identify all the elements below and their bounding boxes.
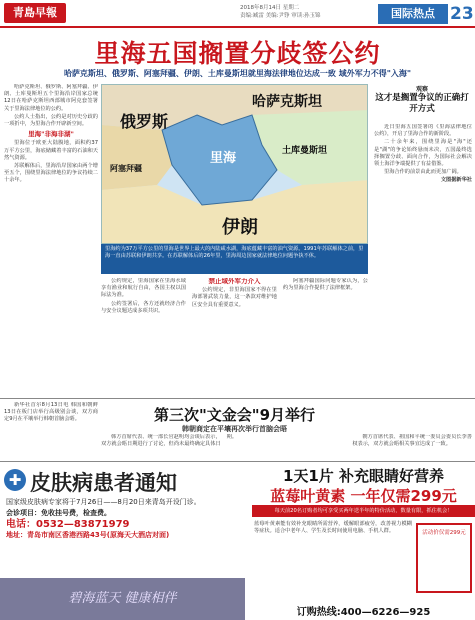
article-paragraph: 里海合作的前景由此而更加广阔。 <box>384 169 462 176</box>
ad-description: 蓝莓叶黄素能有效补充眼睛所需营养，缓解眼部疲劳，改善视力模糊等症状。适合中老年人、学生及长时间使用电脑、手机人群。 <box>254 521 412 535</box>
map-caption: 里海约为37万平方公里的里海是世界上最大的内陆咸水湖，海底蕴藏丰富的油气资源。1991年苏联解体之前，里海一直由苏联和伊朗共享。在苏联解体后的26年里，里海周边国家就法律地位问题争执不休。 <box>101 244 368 274</box>
ad-order-hotline: 订购热线:400—6226—925 <box>296 607 431 618</box>
issue-meta <box>240 4 375 20</box>
article-paragraph: 公约规定，非里海国家不得在里海部署武装力量，这一条款对维护地区安全具有重要意义。 <box>192 287 277 308</box>
article-paragraph: 哈萨克斯坦、俄罗斯、阿塞拜疆、伊朗、土库曼斯坦五个里海沿岸国家总统12日在哈萨克斯坦西部城市阿克套签署关于里海法律地位的公约。 <box>4 84 98 112</box>
issue-editors: 责编:臧雷 美编:尹铮 审读:孙玉锦 <box>240 13 321 19</box>
page-header <box>0 0 475 28</box>
article-paragraph: 近日里海五国签署的《里海法律地位公约》，开启了里海合作的新阶段。 <box>374 124 472 138</box>
article-paragraph: 二十余年来，围绕里海是"海"还是"湖"的争论始终悬而未决，五国最终选择搁置分歧、面向合作，为国际社会解决领土海洋争端提供了有益借鉴。 <box>374 139 472 168</box>
lead-headline: 里海五国搁置分歧签公约 <box>94 39 381 68</box>
map-label-turkmenistan: 土库曼斯坦 <box>282 146 328 156</box>
map-label-iran: 伊朗 <box>222 217 258 238</box>
article-paragraph: 阿塞拜疆国际问题专家认为，公约为里海合作提供了法律框架。 <box>283 278 368 292</box>
map-label-kazakhstan: 哈萨克斯坦 <box>252 94 322 110</box>
dermatology-ad <box>0 463 245 620</box>
ad-image-strip: 碧海蓝天 健康相伴 <box>0 578 245 620</box>
story2-body <box>101 434 472 460</box>
ad-headline: 皮肤病患者通知 <box>30 471 177 495</box>
article-paragraph: 韩方首席代表、统一部长官赵明均会谈后表示，双方就会晤日期进行了讨论，但尚未最终确定具体日期。 <box>101 434 238 448</box>
ad-medical-icon: ✚ <box>4 469 26 491</box>
observation-tag: 观察 <box>415 86 428 93</box>
map-land-west <box>102 125 172 190</box>
story2-subheadline: 韩朝商定在平壤再次举行首脑会晤 <box>182 425 287 433</box>
ad-promo-banner: 每天前20名订购者均可享受买两年送半年的特价活动，数量有限，抓住机会！ <box>252 505 475 517</box>
observation-title: 这才是搁置争议的正确打开方式 <box>375 93 469 114</box>
ad-title-line-1: 1天1片 补充眼睛好营养 <box>282 467 445 485</box>
ad-price-text: 活动价仅需299元 <box>422 530 466 536</box>
article-paragraph: 新华社首尔8月13日电 韩国和朝鲜13日在板门店举行高级别会谈，双方商定9月在平壤举行韩朝首脑会晤。 <box>4 402 98 423</box>
observation-column <box>374 124 472 394</box>
article-paragraph: 朝方首席代表、祖国和平统一委员会委员长李善权表示，双方就会晤相关事宜达成了一致。 <box>352 434 472 448</box>
blueberry-lutein-ad <box>252 463 475 620</box>
ad-line: 会诊项目：免收挂号费，检查费。 <box>6 509 111 517</box>
article-paragraph: 公约人士指出，公约是对历史分歧的一项折中，为里海合作开辟新空间。 <box>4 113 98 128</box>
article-paragraph: 苏联解体后，里海沿岸国家由两个增至五个，围绕里海法律地位的争议持续二十余年。 <box>4 163 98 184</box>
ad-divider <box>0 461 475 462</box>
lead-subheadline: 哈萨克斯坦、俄罗斯、阿塞拜疆、伊朗、土库曼斯坦就里海法律地位达成一致 域外军力不得"入海" <box>63 69 412 78</box>
article-paragraph: 公约签署后，各方还就经济合作与安全议题达成多项共识。 <box>101 300 186 314</box>
page-number: 23 <box>450 4 474 24</box>
ad-title-line-2: 蓝莓叶黄素 一年仅需299元 <box>270 487 457 505</box>
story2-intro <box>4 402 98 460</box>
observation-header <box>372 84 472 120</box>
lead-article-columns-2-4 <box>101 278 368 394</box>
ad-line: 国家级皮肤病专家将于7月26日——8月20日来青岛开设门诊。 <box>6 498 201 506</box>
section-heading: 里海"非海非湖" <box>28 130 74 139</box>
section-label: 国际热点 <box>378 4 448 24</box>
map-label-azerbaijan: 阿塞拜疆 <box>110 164 142 173</box>
story2-headline: 第三次"文金会"9月举行 <box>153 406 316 424</box>
caspian-region-map <box>101 84 368 244</box>
newspaper-logo: 青島早報 <box>4 3 66 23</box>
ad-address: 地址：青岛市南区香港西路43号(原海天大酒店对面) <box>6 531 170 539</box>
ad-phone: 电话：0532—83871979 <box>6 519 130 530</box>
ad-price-box <box>416 523 472 593</box>
section-divider <box>0 398 475 399</box>
map-label-russia: 俄罗斯 <box>120 112 169 131</box>
ad-body <box>6 497 241 541</box>
article-paragraph: 里海位于欧亚大陆腹地，面积约37万平方公里，海底储藏着丰富的石油和天然气资源。 <box>4 140 98 161</box>
map-label-caspian: 里海 <box>210 151 237 166</box>
section-heading: 禁止域外军力介入 <box>208 278 261 285</box>
byline: 文图据新华社 <box>440 177 472 184</box>
article-paragraph: 公约规定，里海国家在里海水域享有渔业和航行自由，各国主权以国际法为准。 <box>101 278 186 299</box>
lead-article-column-1 <box>4 84 98 394</box>
issue-date: 2018年8月14日 星期二 <box>240 5 300 11</box>
